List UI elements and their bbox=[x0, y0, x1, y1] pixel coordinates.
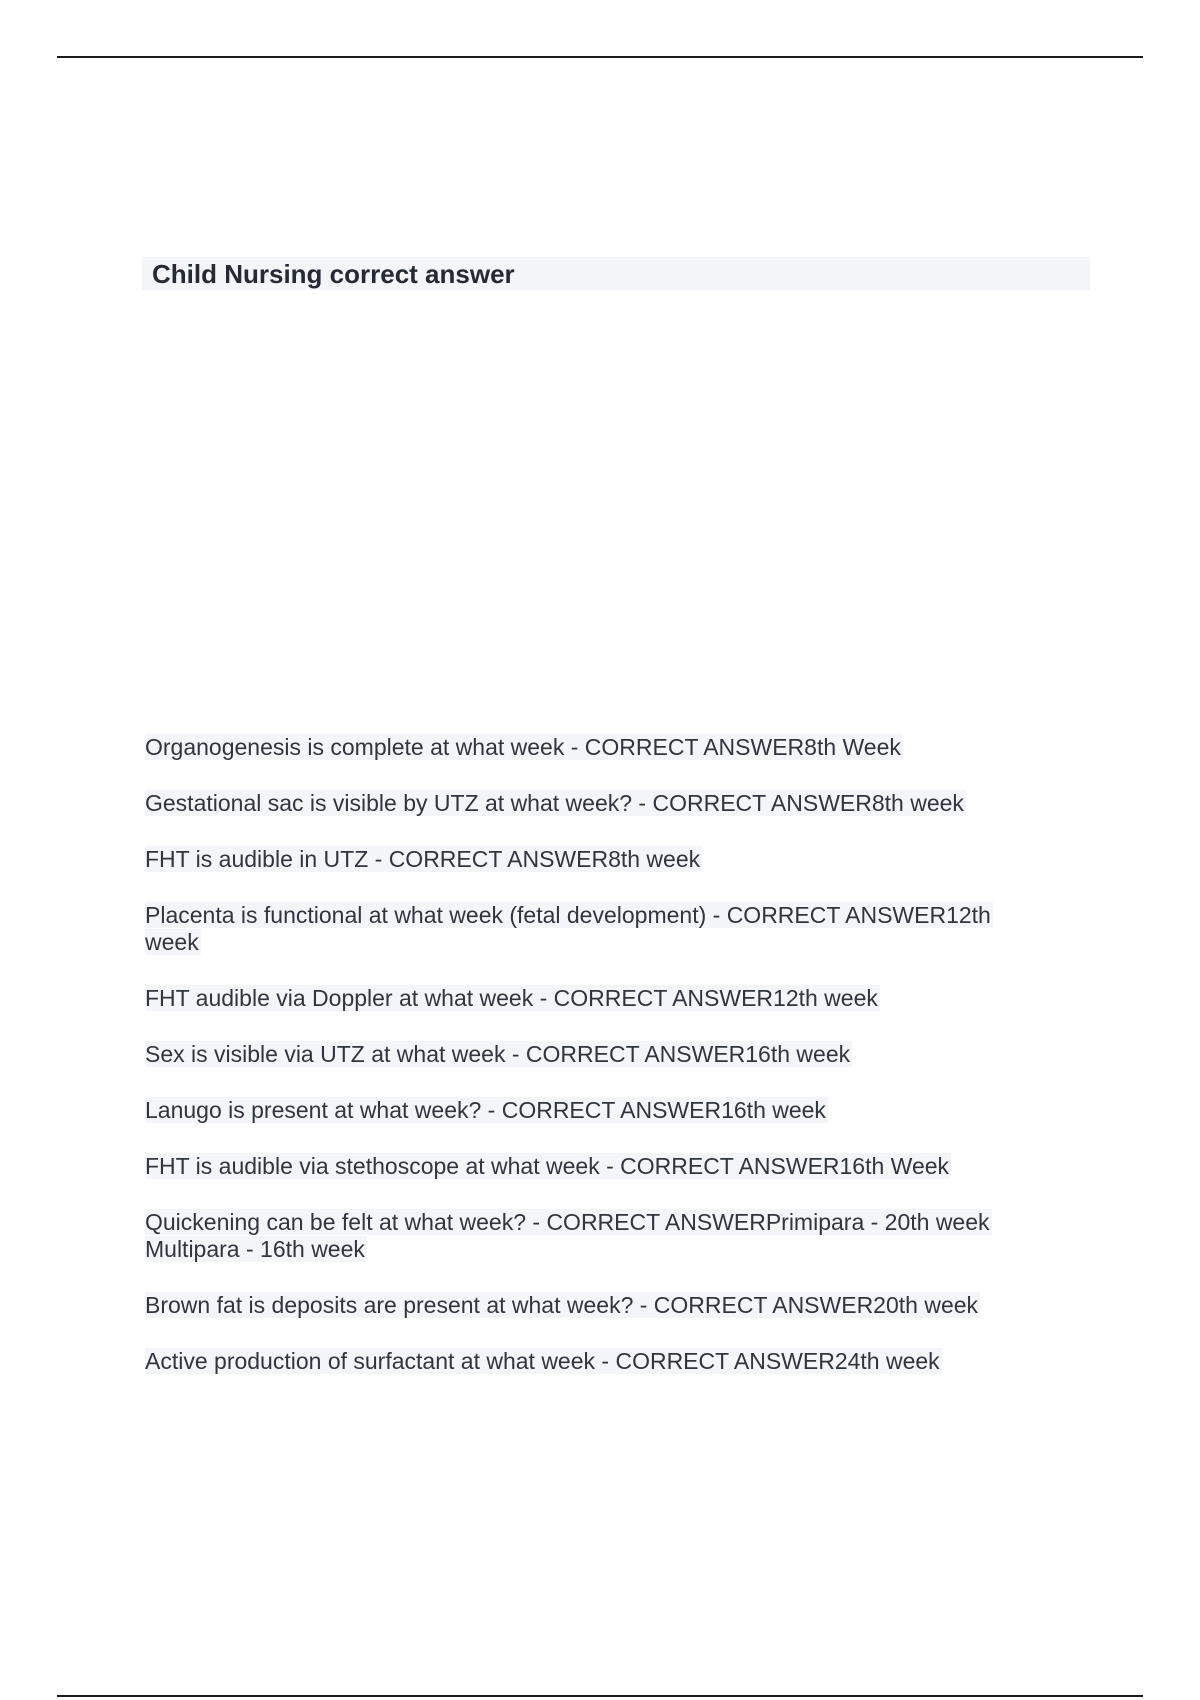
qa-text: Quickening can be felt at what week? - CORRECT ANSWERPrimipara - 20th week Multipara - 16th week bbox=[145, 1209, 990, 1262]
qa-text: Lanugo is present at what week? - CORRECT ANSWER16th week bbox=[145, 1097, 826, 1123]
qa-item bbox=[145, 1348, 1045, 1404]
qa-item bbox=[145, 902, 1045, 985]
qa-text: Brown fat is deposits are present at what week? - CORRECT ANSWER20th week bbox=[145, 1292, 979, 1318]
qa-text: Placenta is functional at what week (fetal development) - CORRECT ANSWER12th week bbox=[145, 902, 991, 955]
qa-list bbox=[145, 734, 1045, 1404]
qa-text: Organogenesis is complete at what week - CORRECT ANSWER8th Week bbox=[145, 734, 901, 760]
qa-text: Gestational sac is visible by UTZ at what week? - CORRECT ANSWER8th week bbox=[145, 790, 964, 816]
qa-item bbox=[145, 985, 1045, 1041]
qa-text: Active production of surfactant at what week - CORRECT ANSWER24th week bbox=[145, 1348, 940, 1374]
top-divider bbox=[57, 56, 1143, 58]
qa-text: FHT is audible in UTZ - CORRECT ANSWER8th week bbox=[145, 846, 701, 872]
qa-item bbox=[145, 790, 1045, 846]
bottom-divider bbox=[57, 1695, 1143, 1697]
qa-item bbox=[145, 1097, 1045, 1153]
qa-item bbox=[145, 1153, 1045, 1209]
qa-text: FHT audible via Doppler at what week - CORRECT ANSWER12th week bbox=[145, 985, 878, 1011]
qa-item bbox=[145, 1209, 1045, 1292]
qa-item bbox=[145, 1292, 1045, 1348]
qa-item bbox=[145, 1041, 1045, 1097]
document-title: Child Nursing correct answer bbox=[152, 259, 515, 289]
qa-item bbox=[145, 846, 1045, 902]
qa-text: FHT is audible via stethoscope at what week - CORRECT ANSWER16th Week bbox=[145, 1153, 950, 1179]
qa-item bbox=[145, 734, 1045, 790]
qa-text: Sex is visible via UTZ at what week - CORRECT ANSWER16th week bbox=[145, 1041, 851, 1067]
